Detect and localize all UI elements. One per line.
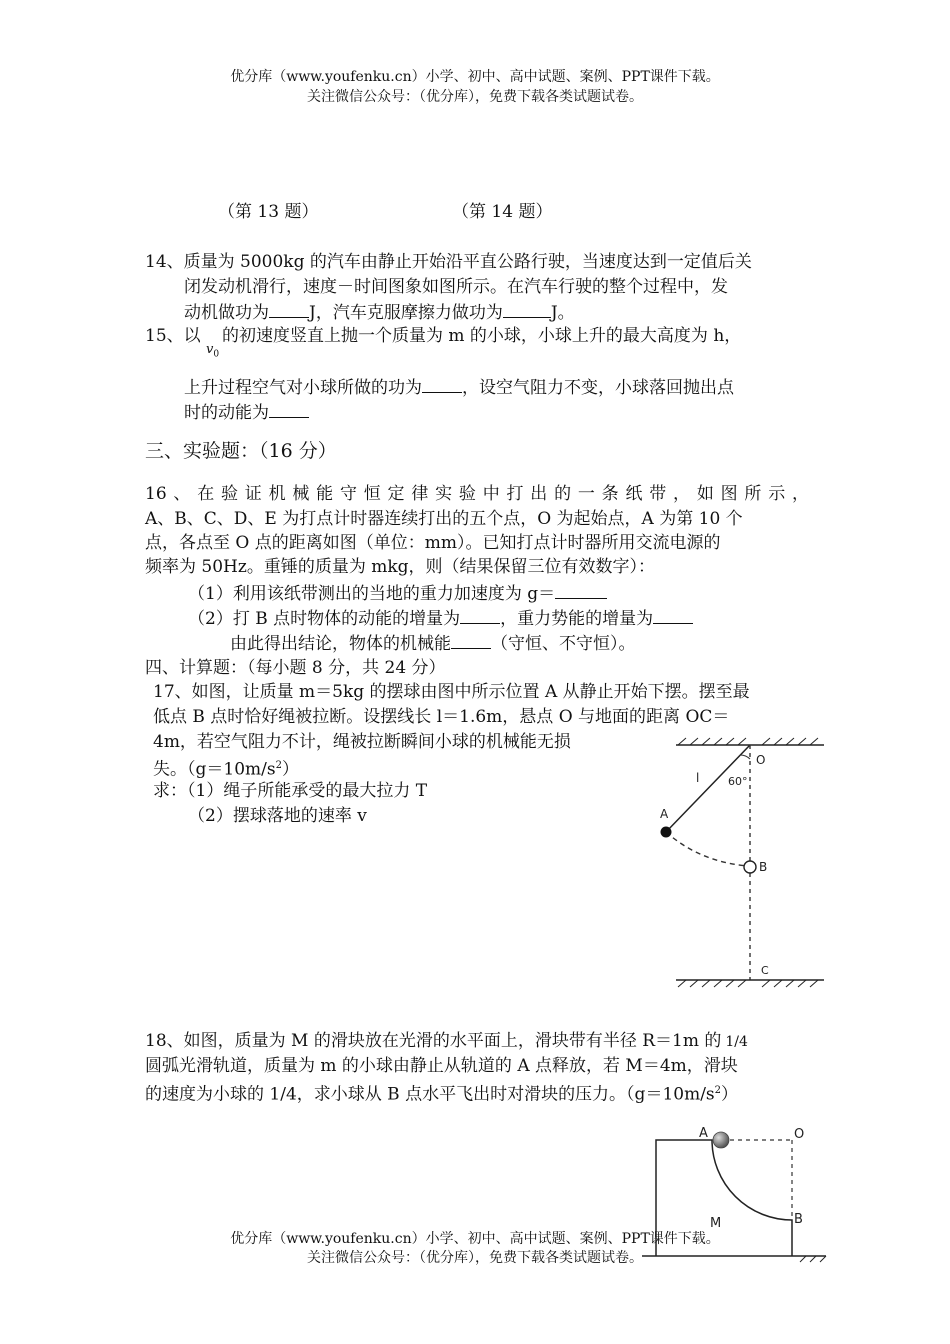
- label-angle: 60°: [728, 775, 748, 788]
- q18-line-3: [145, 1079, 738, 1107]
- q17-ask-1: 求：（1）绳子所能承受的最大拉力 T: [153, 781, 428, 801]
- q16-line-1: 16、在验证机械能守恒定律实验中打出的一条纸带，如图所示，: [145, 484, 809, 504]
- footer-line-1: 优分库（www.youfenku.cn）小学、初中、高中试题、案例、PPT课件下载。: [230, 1231, 720, 1247]
- q15-line-2: [184, 374, 734, 400]
- caption-q14: （第 14 题）: [452, 202, 553, 222]
- ball-a: [661, 827, 672, 838]
- q14-line-3: [184, 299, 575, 325]
- q14-blank-engine-work[interactable]: [269, 299, 309, 318]
- q17-line-4a: 失。（g＝10m/s: [153, 759, 276, 780]
- q16-blank-conserved[interactable]: [451, 630, 491, 649]
- q16-sub-2a: （2）打 B 点时物体的动能的增量为: [188, 609, 461, 629]
- ball: [713, 1132, 729, 1148]
- q15-v0: v: [206, 342, 214, 357]
- ground-hatch: [678, 980, 818, 987]
- q17-line-4: [153, 754, 299, 782]
- label-o: O: [794, 1127, 805, 1142]
- label-b: B: [794, 1212, 803, 1227]
- q17-line-4-sup: 2: [275, 760, 282, 771]
- q14-line-3c: J。: [550, 303, 575, 323]
- label-l: l: [696, 771, 700, 785]
- label-b: B: [759, 860, 768, 874]
- q16-sub-3a: 由此得出结论，物体的机械能: [230, 634, 451, 654]
- q16-sub-1-text: （1）利用该纸带测出的当地的重力加速度为 g＝: [188, 584, 556, 604]
- q16-blank-ek[interactable]: [460, 605, 500, 624]
- label-a: A: [699, 1126, 708, 1141]
- pendulum-figure: [660, 730, 840, 1000]
- label-m: M: [710, 1216, 722, 1231]
- q15-line-1b: 的初速度竖直上抛一个质量为 m 的小球，小球上升的最大高度为 h，: [222, 326, 742, 346]
- q15-line-3: [184, 399, 309, 425]
- q17-line-1: 17、如图，让质量 m＝5kg 的摆球由图中所示位置 A 从静止开始下摆。摆至最: [153, 682, 750, 702]
- q16-line-4: 频率为 50Hz。重锤的质量为 mkg，则（结果保留三位有效数字）：: [145, 557, 656, 577]
- q15-v0-sub: 0: [213, 349, 220, 360]
- q18-line-2: 圆弧光滑轨道，质量为 m 的小球由静止从轨道的 A 点释放，若 M＝4m，滑块: [145, 1056, 738, 1076]
- q16-line-2: A、B、C、D、E 为打点计时器连续打出的五个点，O 为起始点，A 为第 10 个: [145, 509, 743, 529]
- q14-line-1: 14、质量为 5000kg 的汽车由静止开始沿平直公路行驶，当速度达到一定值后关: [145, 252, 752, 272]
- q18-line-1: [145, 1029, 748, 1054]
- header-line-1: 优分库（www.youfenku.cn）小学、初中、高中试题、案例、PPT课件下载。: [230, 69, 720, 85]
- ball-b: [744, 861, 756, 873]
- q18-quarter: 1/4: [725, 1034, 748, 1050]
- q17-line-4b: ）: [281, 759, 299, 780]
- q14-blank-friction-work[interactable]: [503, 299, 551, 318]
- q15-blank-air-work[interactable]: [422, 374, 462, 393]
- header-line-2: 关注微信公众号：（优分库），免费下载各类试题试卷。: [307, 89, 643, 105]
- section-4-title: 四、计算题：（每小题 8 分，共 24 分）: [145, 658, 446, 678]
- q15-blank-kinetic-energy[interactable]: [269, 399, 309, 418]
- label-o: O: [756, 753, 766, 767]
- q15-line-1a: 15、以: [145, 326, 201, 346]
- q16-sub-3: [230, 630, 636, 656]
- q18-line-3b: ）: [721, 1084, 739, 1105]
- q16-sub-2: [188, 605, 693, 631]
- q18-line-3-sup: 2: [714, 1085, 722, 1096]
- q16-blank-g[interactable]: [555, 580, 607, 599]
- q16-blank-ep[interactable]: [653, 605, 693, 624]
- q18-line-1a: 18、如图，质量为 M 的滑块放在光滑的水平面上，滑块带有半径 R＝1m 的: [145, 1031, 722, 1051]
- q14-line-3b: J，汽车克服摩擦力做功为: [309, 303, 503, 323]
- caption-q13: （第 13 题）: [218, 202, 319, 222]
- q17-line-3: 4m，若空气阻力不计，绳被拉断瞬间小球的机械能无损: [153, 732, 571, 752]
- label-c: C: [761, 964, 769, 977]
- q16-line-3: 点，各点至 O 点的距离如图（单位：mm）。已知打点计时器所用交流电源的: [145, 533, 721, 553]
- pendulum-string: [666, 745, 750, 832]
- q17-ask-2: （2）摆球落地的速率 v: [188, 806, 367, 826]
- swing-arc: [666, 832, 748, 866]
- section-3-title: 三、实验题：（16 分）: [145, 440, 337, 462]
- q15-line-3-text: 时的动能为: [184, 403, 269, 423]
- q15-line-2a: 上升过程空气对小球所做的功为: [184, 378, 422, 398]
- q16-sub-1: [188, 580, 607, 606]
- q16-sub-2b: ，重力势能的增量为: [500, 609, 654, 629]
- q14-line-3a: 动机做功为: [184, 303, 269, 323]
- q18-line-3a: 的速度为小球的 1/4，求小球从 B 点水平飞出时对滑块的压力。（g＝10m/s: [145, 1084, 715, 1105]
- angle-arc: [740, 755, 750, 759]
- q17-line-2: 低点 B 点时恰好绳被拉断。设摆线长 l＝1.6m，悬点 O 与地面的距离 OC＝: [153, 707, 730, 727]
- ceiling-hatch: [678, 738, 818, 745]
- q16-sub-3b: （守恒、不守恒）。: [491, 634, 636, 654]
- q15-line-2b: ，设空气阻力不变，小球落回抛出点: [462, 378, 734, 398]
- q14-line-2: 闭发动机滑行，速度－时间图象如图所示。在汽车行驶的整个过程中，发: [184, 277, 728, 297]
- footer-line-2: 关注微信公众号：（优分库），免费下载各类试题试卷。: [307, 1250, 643, 1266]
- q15-v0-symbol: [206, 342, 219, 360]
- label-a: A: [660, 807, 669, 821]
